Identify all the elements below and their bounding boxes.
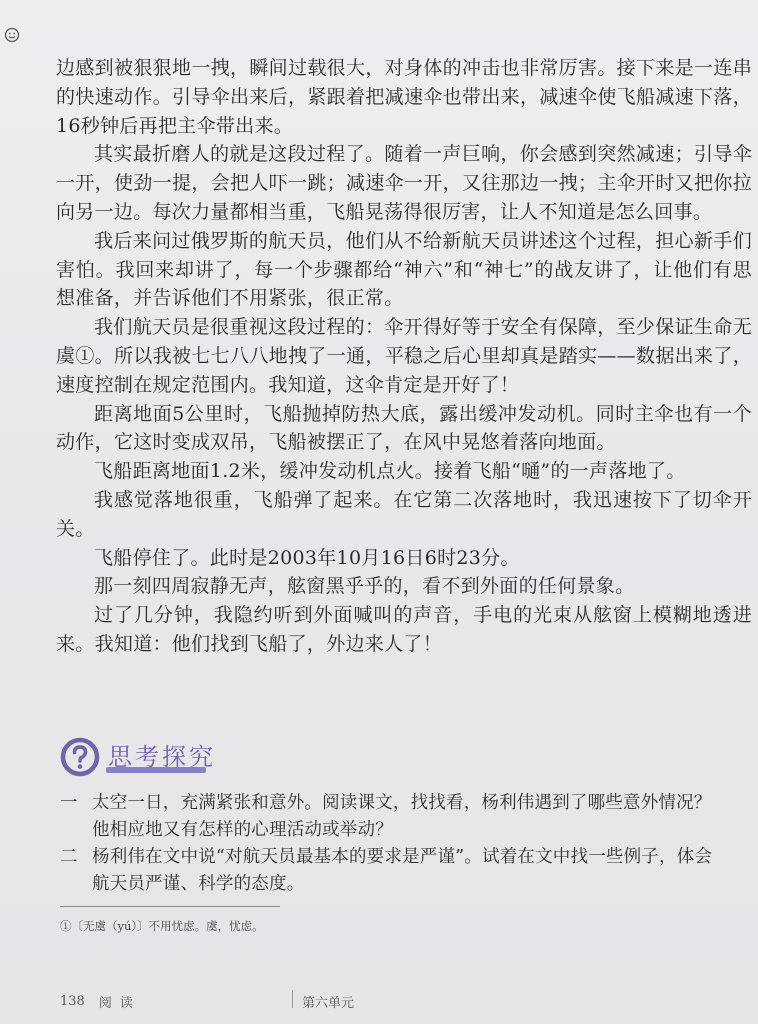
question-text: 太空一日，充满紧张和意外。阅读课文，找找看，杨利伟遇到了哪些意外情况？他相应地又有怎样的心理活动或举动？ <box>92 793 712 840</box>
paragraph: 飞船距离地面1.2米，缓冲发动机点火。接着飞船“嗵”的一声落地了。 <box>94 460 686 483</box>
page-footer <box>60 992 141 1011</box>
question-mark-icon <box>60 737 100 777</box>
section-label: 阅读 <box>98 996 141 1011</box>
smiley-icon <box>4 27 20 43</box>
paragraph: 我后来问过俄罗斯的航天员，他们从不给新航天员讲述这个过程，担心新手们害怕。我回来却讲了，每一个步骤都给“神六”和“神七”的战友讲了，让他们有思想准备，并告诉他们不用紧张，很正常。 <box>56 229 752 310</box>
paragraph: 其实最折磨人的就是这段过程了。随着一声巨响，你会感到突然减速；引导伞一开，使劲一提，会把人吓一跳；减速伞一开，又往那边一拽；主伞开时又把你拉向另一边。每次力量都相当重，飞船晃荡得很厉害，让人不知道是怎么回事。 <box>56 143 752 223</box>
question-number: 二 <box>60 847 78 867</box>
footnote: ①〔无虞（yú）〕不用忧虑。虞，忧虑。 <box>60 919 264 933</box>
page-number: 138 <box>60 994 85 1009</box>
section-heading <box>60 733 280 783</box>
question-item <box>60 790 720 844</box>
question-number: 一 <box>60 793 78 813</box>
question-text: 杨利伟在文中说“对航天员最基本的要求是严谨”。试着在文中找一些例子，体会航天员严谨、科学的态度。 <box>92 847 713 894</box>
footnote-divider <box>60 906 280 907</box>
paragraph: 飞船停住了。此时是2003年10月16日6时23分。 <box>94 546 520 569</box>
paragraph: 距离地面5公里时，飞船抛掉防热大底，露出缓冲发动机。同时主伞也有一个动作，它这时变成双吊，飞船被摆正了，在风中晃悠着落向地面。 <box>56 402 752 454</box>
section-title: 思考探究 <box>108 743 216 771</box>
paragraph: 过了几分钟，我隐约听到外面喊叫的声音，手电的光束从舷窗上模糊地透进来。我知道：他们找到飞船了，外边来人了！ <box>56 604 752 655</box>
article-body <box>56 54 752 659</box>
paragraph: 我感觉落地很重，飞船弹了起来。在它第二次落地时，我迅速按下了切伞开关。 <box>56 488 752 540</box>
unit-label: 第六单元 <box>302 996 355 1011</box>
paragraph: 那一刻四周寂静无声，舷窗黑乎乎的，看不到外面的任何景象。 <box>94 575 635 598</box>
paragraph: 我们航天员是很重视这段过程的：伞开得好等于安全有保障，至少保证生命无虞①。所以我被七七八八地拽了一通，平稳之后心里却真是踏实——数据出来了，速度控制在规定范围内。我知道，这伞肯定是开好了！ <box>56 316 752 396</box>
paragraph: 边感到被狠狠地一拽，瞬间过载很大，对身体的冲击也非常厉害。接下来是一连串的快速动作。引导伞出来后，紧跟着把减速伞也带出来，减速伞使飞船减速下落，16秒钟后再把主伞带出来。 <box>56 57 752 137</box>
footer-divider <box>292 990 293 1008</box>
question-item <box>60 844 720 898</box>
question-list <box>60 790 720 898</box>
